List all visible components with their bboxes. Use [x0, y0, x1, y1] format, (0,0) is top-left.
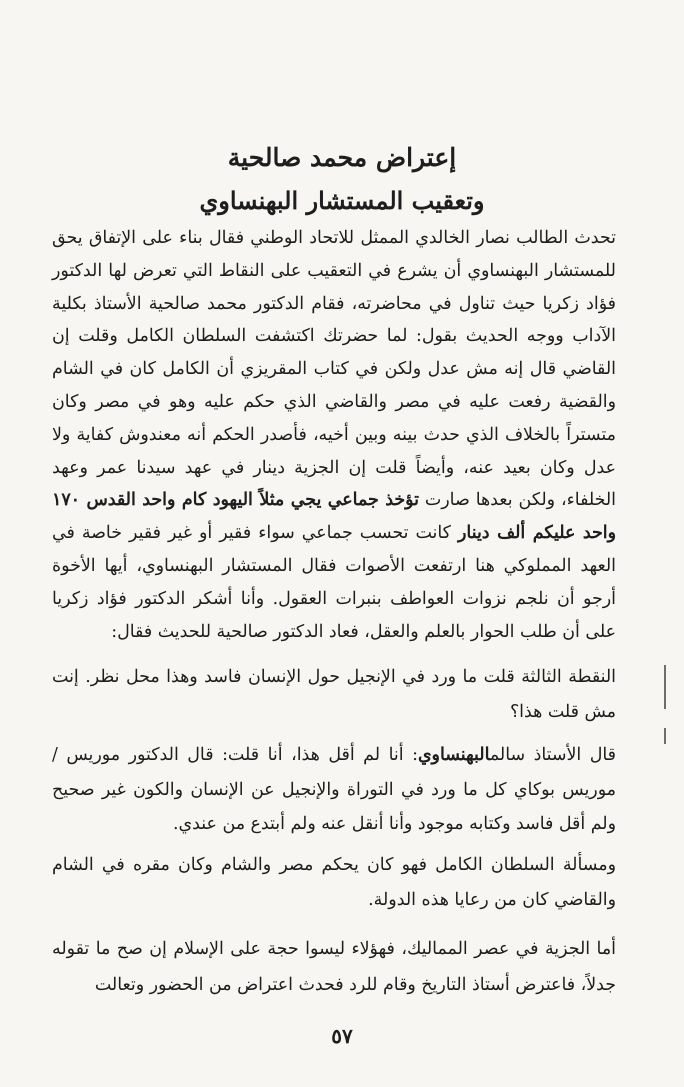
body-paragraph-4: ومسألة السلطان الكامل فهو كان يحكم مصر والشام وكان مقره في الشام والقاضي كان من رعايا هذه الدولة.: [52, 855, 616, 910]
paragraph-3-text: : أنا لم أقل هذا، أنا قلت: قال الدكتور موريس / موريس بوكاي كل ما ورد في التوراة والإنجيل عن الإنسان والكون غير صحيح ولم أقل فاسد وكتابه موجود وأنا أنقل عنه ولم أبتدع من عندي.: [52, 745, 616, 834]
paragraph-1-bold-text: تؤخذ جماعي يجي مثلاً اليهود كام واحد القدس ١٧٠ واحد عليكم ألف دينار: [52, 490, 616, 544]
paragraph-3-speaker: البهنساوي: [417, 745, 490, 765]
page-number: ٥٧: [331, 1024, 353, 1048]
chapter-title: إعتراض محمد صالحية: [227, 143, 457, 172]
scan-margin-mark: [664, 665, 666, 709]
body-paragraph-3: [52, 738, 616, 842]
body-paragraph-1: [52, 222, 616, 648]
paragraph-1-text-b: كانت تحسب جماعي سواء فقير أو غير فقير خاصة في العهد المملوكي هنا ارتفعت الأصوات فقال المستشار البهنساوي، أيها الأخوة أرجو أن نلجم نزوات العواطف بنبرات العقول. وأنا أشكر الدكتور فؤاد زكريا على أن طلب الحوار بالعلم والعقل، فعاد الدكتور صالحية للحديث فقال:: [52, 523, 616, 642]
chapter-subtitle: وتعقيب المستشار البهنساوي: [199, 186, 485, 215]
body-paragraph-2: النقطة الثالثة قلت ما ورد في الإنجيل حول الإنسان فاسد وهذا محل نظر. إنت مش قلت هذا؟: [52, 667, 616, 722]
paragraph-3-intro: قال الأستاذ سالم: [489, 745, 616, 765]
paragraph-1-text-a: تحدث الطالب نصار الخالدي الممثل للاتحاد الوطني فقال بناء على الإتفاق يحق للمستشار البهنساوي أن يشرع في التعقيب على النقاط التي تعرض لها الدكتور فؤاد زكريا حيث تناول في محاضرته، فقام الدكتور محمد صالحية الأستاذ بكلية الآداب ووجه الحديث بقول: لما حضرتك اكتشفت السلطان الكامل وقلت إن القاضي قال إنه مش عدل ولكن في كتاب المقريزي أن الكامل كان في الشام والقضية رفعت عليه في مصر والقاضي الذي حكم عليه وهو في مصر وكان متستراً بالخلاف الذي حدث بينه وبين أخيه، فأصدر الحكم أنه معندوش كفاية ولا عدل وكان بعيد عنه، وأيضاً قلت إن الجزية دينار في عهد سيدنا عمر وعهد الخلفاء، ولكن بعدها صارت: [52, 228, 616, 511]
body-paragraph-5: أما الجزية في عصر المماليك، فهؤلاء ليسوا حجة على الإسلام إن صح ما تقوله جدلاً، فاعترض أستاذ التاريخ وقام للرد فحدث اعتراض من الحضور وتعالت: [52, 939, 616, 995]
scan-margin-mark: [664, 728, 666, 744]
